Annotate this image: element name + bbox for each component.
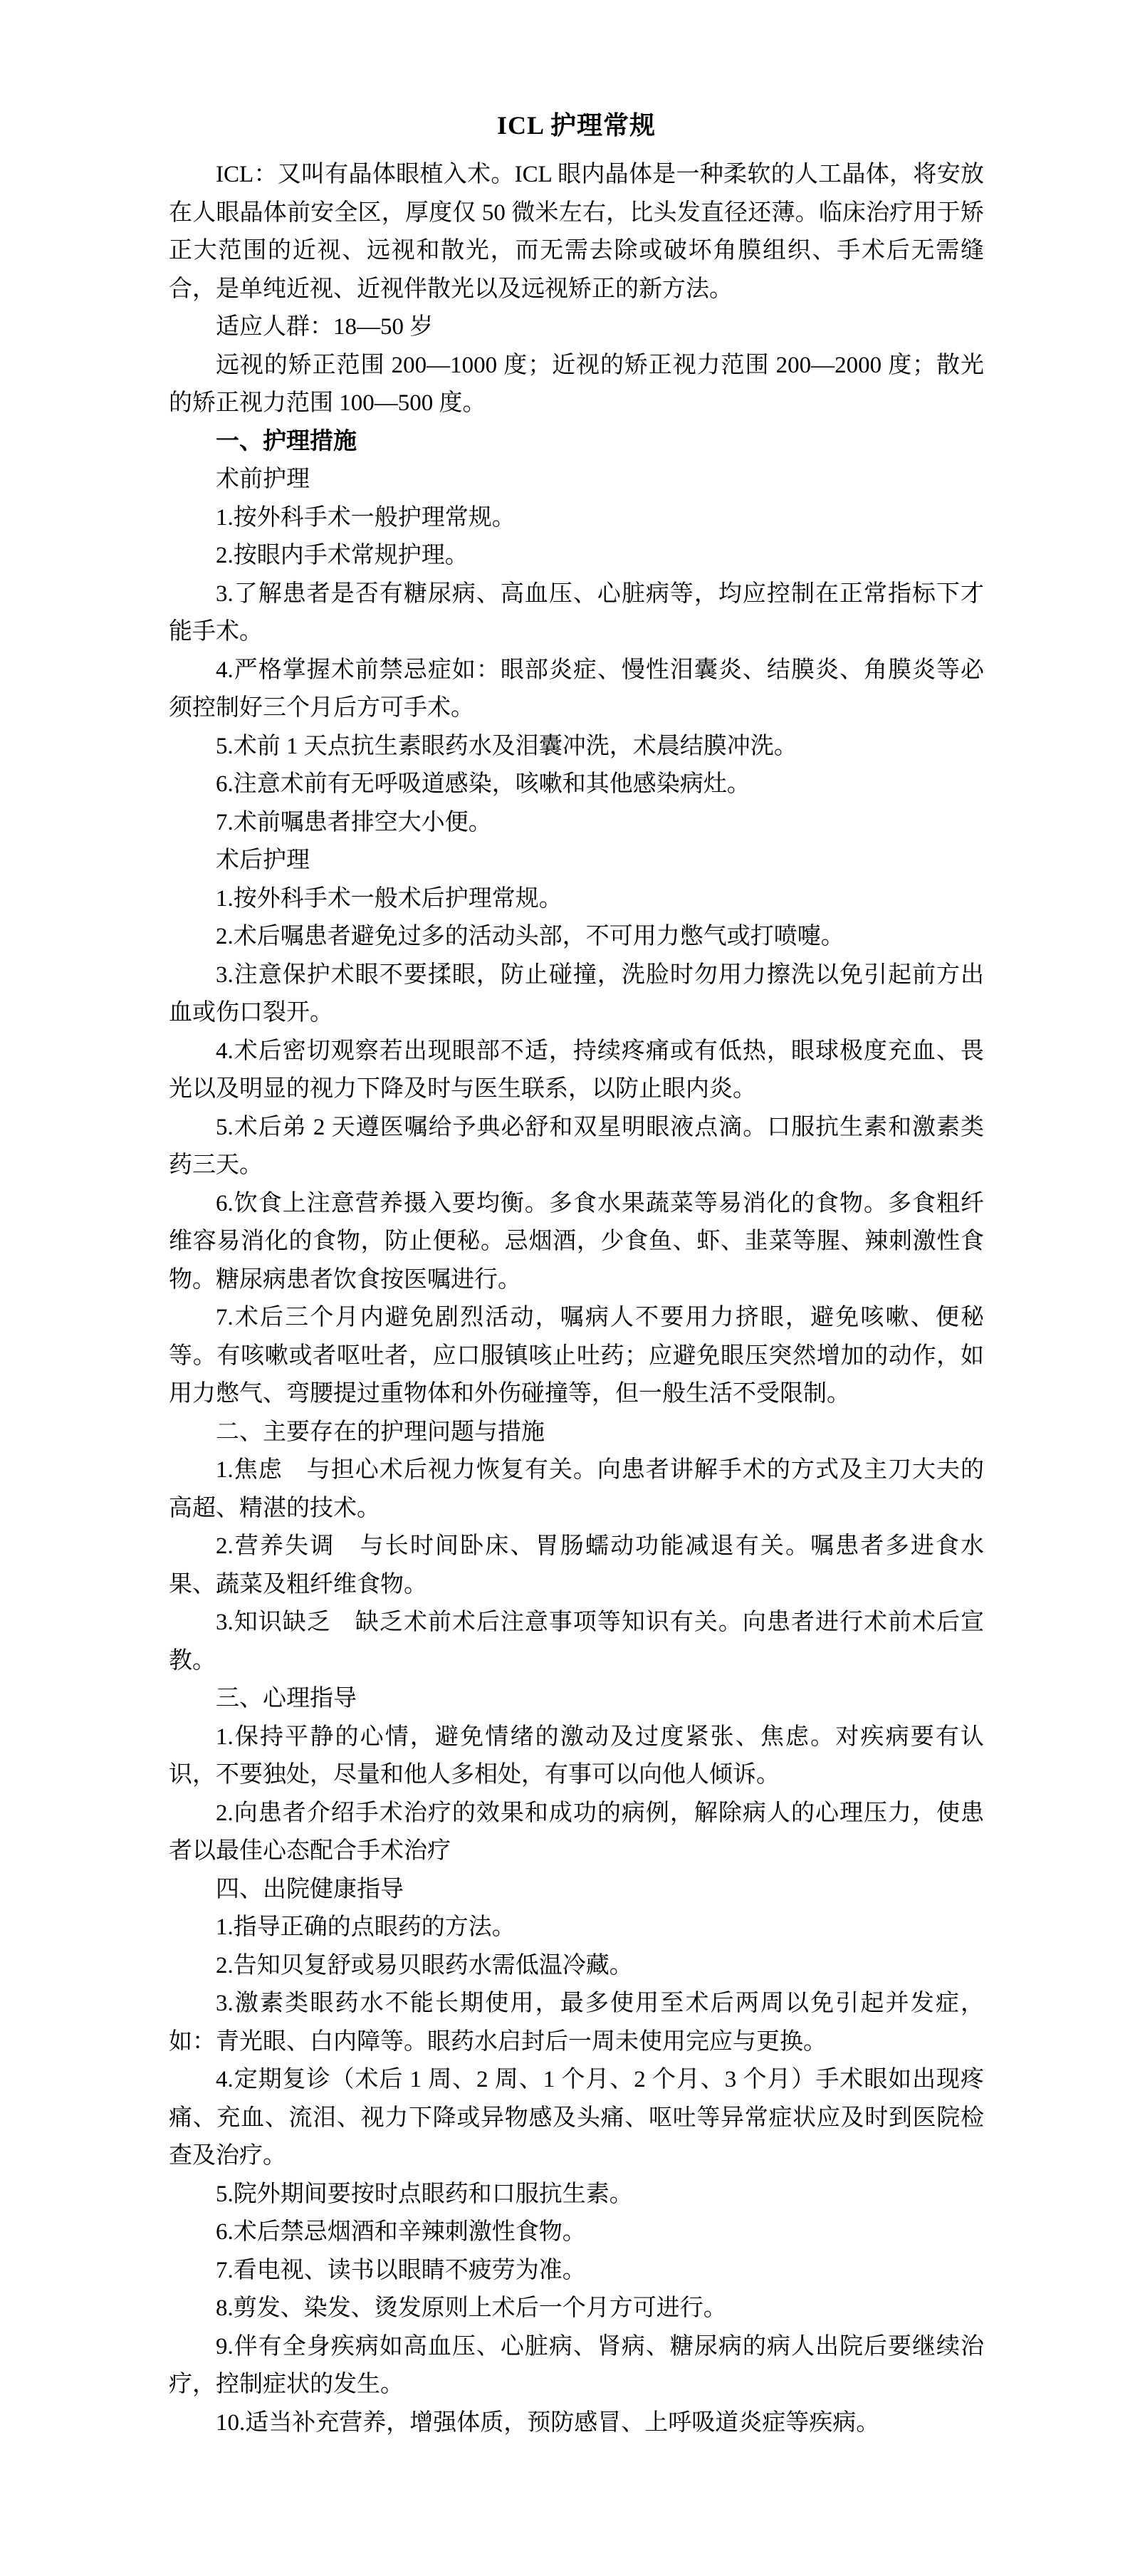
paragraph: 2.营养失调 与长时间卧床、胃肠蠕动功能减退有关。嘱患者多进食水果、蔬菜及粗纤维食物。	[169, 1533, 984, 1597]
paragraph: 1.指导正确的点眼药的方法。	[216, 1914, 516, 1940]
paragraph: 远视的矫正范围 200—1000 度；近视的矫正视力范围 200—2000 度；散光的矫正视力范围 100—500 度。	[169, 352, 984, 416]
paragraph: 3.激素类眼药水不能长期使用，最多使用至术后两周以免引起并发症，如：青光眼、白内障等。眼药水启封后一周未使用完应与更换。	[169, 1991, 984, 2055]
paragraph: 2.向患者介绍手术治疗的效果和成功的病例，解除病人的心理压力，使患者以最佳心态配合手术治疗	[169, 1800, 984, 1864]
paragraph: 2.告知贝复舒或易贝眼药水需低温冷藏。	[216, 1952, 633, 1978]
paragraph: 8.剪发、染发、烫发原则上术后一个月方可进行。	[216, 2295, 727, 2321]
paragraph: 7.术前嘱患者排空大小便。	[216, 809, 492, 835]
paragraph: 3.注意保护术眼不要揉眼，防止碰撞，洗脸时勿用力擦洗以免引起前方出血或伤口裂开。	[169, 961, 984, 1026]
paragraph: 三、心理指导	[216, 1686, 357, 1711]
paragraph: 1.焦虑 与担心术后视力恢复有关。向患者讲解手术的方式及主刀大夫的高超、精湛的技术。	[169, 1457, 984, 1521]
paragraph: 4.严格掌握术前禁忌症如：眼部炎症、慢性泪囊炎、结膜炎、角膜炎等必须控制好三个月后方可手术。	[169, 657, 984, 721]
paragraph: 4.术后密切观察若出现眼部不适，持续疼痛或有低热，眼球极度充血、畏光以及明显的视力下降及时与医生联系，以防止眼内炎。	[169, 1038, 984, 1102]
paragraph: 二、主要存在的护理问题与措施	[216, 1419, 545, 1445]
paragraph: 2.术后嘱患者避免过多的活动头部，不可用力憋气或打喷嚏。	[216, 924, 844, 949]
paragraph: 6.术后禁忌烟酒和辛辣刺激性食物。	[216, 2219, 586, 2245]
paragraph: 1.按外科手术一般护理常规。	[216, 504, 516, 531]
paragraph: 术前护理	[216, 466, 310, 492]
paragraph: 3.知识缺乏 缺乏术前术后注意事项等知识有关。向患者进行术前术后宣教。	[169, 1610, 984, 1674]
paragraph: 9.伴有全身疾病如高血压、心脏病、肾病、糖尿病的病人出院后要继续治疗，控制症状的发生。	[169, 2333, 984, 2397]
paragraph: 7.看电视、读书以眼睛不疲劳为准。	[216, 2257, 586, 2283]
paragraph: 1.保持平静的心情，避免情绪的激动及过度紧张、焦虑。对疾病要有认识，不要独处，尽量和他人多相处，有事可以向他人倾诉。	[169, 1724, 984, 1788]
paragraph: 3.了解患者是否有糖尿病、高血压、心脏病等，均应控制在正常指标下才能手术。	[169, 580, 984, 645]
paragraph: 4.定期复诊（术后 1 周、2 周、1 个月、2 个月、3 个月）手术眼如出现疼痛、充血、流泪、视力下降或异物感及头痛、呕吐等异常症状应及时到医院检查及治疗。	[169, 2067, 984, 2169]
paragraph: 7.术后三个月内避免剧烈活动，嘱病人不要用力挤眼，避免咳嗽、便秘等。有咳嗽或者呕吐者，应口服镇咳止吐药；应避免眼压突然增加的动作，如用力憋气、弯腰提过重物体和外伤碰撞等，但一般生活不受限制。	[169, 1305, 984, 1407]
section-heading: 一、护理措施	[216, 428, 357, 454]
paragraph: ICL：又叫有晶体眼植入术。ICL 眼内晶体是一种柔软的人工晶体，将安放在人眼晶体前安全区，厚度仅 50 微米左右，比头发直径还薄。临床治疗用于矫正大范围的近视、远视和散光，而无需去除或破坏角膜组织、手术后无需缝合，是单纯近视、近视伴散光以及远视矫正的新方法。	[169, 162, 984, 302]
paragraph: 5.院外期间要按时点眼药和口服抗生素。	[216, 2181, 633, 2207]
document-title: ICL 护理常规	[496, 111, 656, 140]
paragraph: 1.按外科手术一般术后护理常规。	[216, 885, 563, 912]
paragraph: 5.术后弟 2 天遵医嘱给予典必舒和双星明眼液点滴。口服抗生素和激素类药三天。	[169, 1114, 984, 1178]
paragraph: 6.饮食上注意营养摄入要均衡。多食水果蔬菜等易消化的食物。多食粗纤维容易消化的食物，防止便秘。忌烟酒，少食鱼、虾、韭菜等腥、辣刺激性食物。糖尿病患者饮食按医嘱进行。	[169, 1190, 984, 1293]
paragraph: 适应人群：18—50 岁	[216, 314, 434, 340]
paragraph: 6.注意术前有无呼吸道感染，咳嗽和其他感染病灶。	[216, 771, 750, 797]
paragraph: 四、出院健康指导	[216, 1876, 404, 1902]
document-body	[169, 156, 984, 2442]
paragraph: 10.适当补充营养，增强体质，预防感冒、上呼吸道炎症等疾病。	[216, 2409, 880, 2436]
paragraph: 2.按眼内手术常规护理。	[216, 543, 469, 568]
paragraph: 术后护理	[216, 848, 310, 873]
paragraph: 5.术前 1 天点抗生素眼药水及泪囊冲洗，术晨结膜冲洗。	[216, 733, 797, 759]
